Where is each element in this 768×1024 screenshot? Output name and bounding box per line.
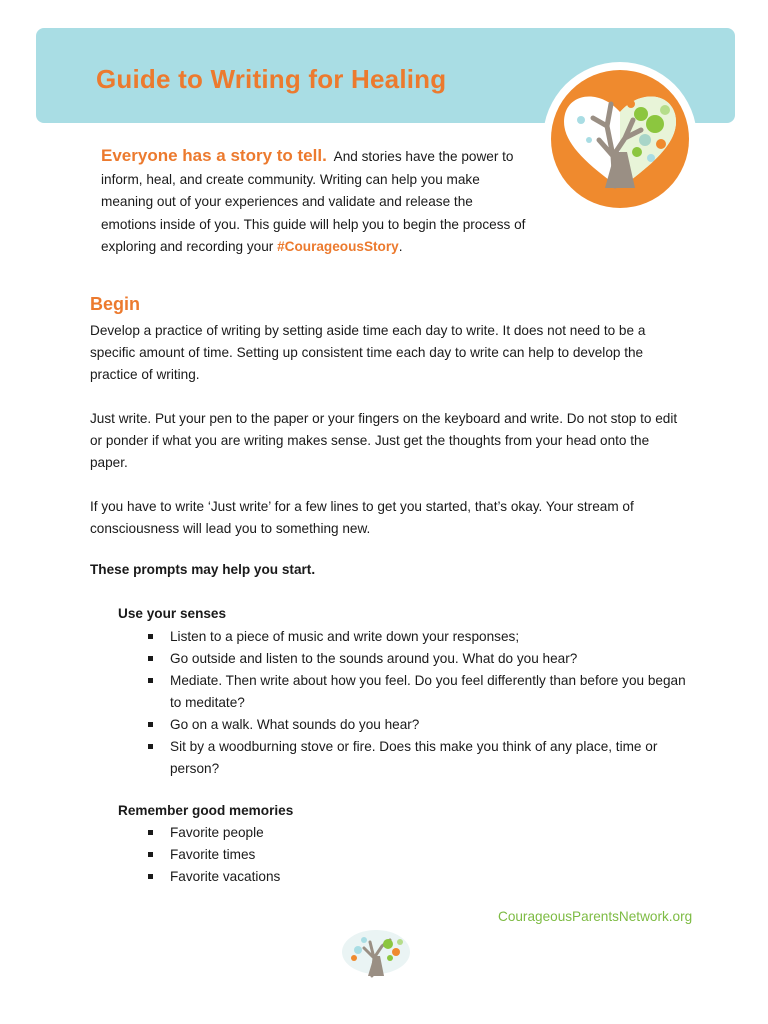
begin-paragraph-2: Just write. Put your pen to the paper or your fingers on the keyboard and write. Do not stop to edit or ponder if what you are writing makes sense. Just get the thoughts from your head onto the paper.	[90, 411, 678, 470]
bullet-icon	[148, 744, 153, 749]
bullet-icon	[148, 874, 153, 879]
intro-lead: Everyone has a story to tell.	[101, 146, 327, 165]
bullet-icon	[148, 656, 153, 661]
list-item-text: Favorite vacations	[170, 869, 281, 884]
bullet-icon	[148, 830, 153, 835]
list-item	[150, 822, 690, 844]
list-item	[150, 714, 690, 736]
list-item	[150, 844, 690, 866]
memories-list	[150, 822, 690, 888]
bullet-icon	[148, 678, 153, 683]
list-item	[150, 626, 690, 648]
list-item	[150, 648, 690, 670]
intro-body: And stories have the power to inform, heal, and create community. Writing can help you make meaning out of your experiences and validate and release the emotions inside of you. This guide will help you to begin the process of exploring and recording your	[101, 149, 526, 254]
bullet-icon	[148, 722, 153, 727]
page-title: Guide to Writing for Healing	[96, 64, 447, 94]
website-link[interactable]: CourageousParentsNetwork.org	[498, 909, 693, 924]
prompts-intro: These prompts may help you start.	[90, 562, 316, 577]
list-item-text: Favorite people	[170, 825, 264, 840]
list-item-text: Go outside and listen to the sounds around you. What do you hear?	[170, 651, 578, 666]
begin-paragraph-1: Develop a practice of writing by setting aside time each day to write. It does not need to be a specific amount of time. Setting up consistent time each day to write can help to develop the practice of writing.	[90, 323, 646, 382]
list-item-text: Favorite times	[170, 847, 256, 862]
list-item-text: Go on a walk. What sounds do you hear?	[170, 717, 420, 732]
list-item	[150, 670, 690, 714]
bullet-icon	[148, 634, 153, 639]
hashtag-link[interactable]: #CourageousStory	[277, 239, 399, 254]
list-item-text: Sit by a woodburning stove or fire. Does this make you think of any place, time or person?	[170, 739, 658, 776]
begin-paragraph-3: If you have to write ‘Just write’ for a few lines to get you started, that’s okay. Your stream of consciousness will lead you to something new.	[90, 499, 634, 536]
memories-heading: Remember good memories	[118, 803, 294, 818]
bullet-icon	[148, 852, 153, 857]
senses-heading: Use your senses	[118, 606, 227, 621]
begin-heading: Begin	[90, 294, 141, 314]
footer-tree-logo-icon	[340, 922, 412, 978]
intro-end: .	[398, 239, 403, 254]
list-item-text: Listen to a piece of music and write down your responses;	[170, 629, 520, 644]
intro-paragraph	[101, 145, 531, 259]
senses-list	[150, 626, 690, 780]
heart-tree-logo-icon	[541, 60, 699, 218]
list-item	[150, 866, 690, 888]
list-item	[150, 736, 690, 780]
list-item-text: Mediate. Then write about how you feel. Do you feel differently than before you began to meditate?	[170, 673, 686, 710]
